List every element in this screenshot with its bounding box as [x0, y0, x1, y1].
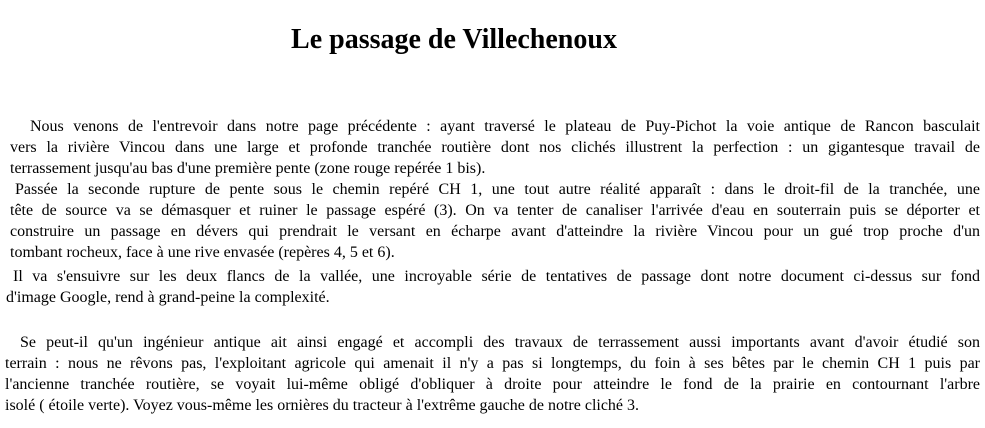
paragraph-line: d'image Google, rend à grand-peine la complexité. — [6, 289, 330, 306]
paragraph-line: tombant rocheux, face à une rive envasée (repères 4, 5 et 6). — [10, 244, 395, 261]
paragraph-line: tête de source va se démasquer et ruiner le passage espéré (3). On va tenter de canaliser l'arrivée d'eau en souterrain puis se déporter et — [10, 202, 980, 219]
paragraph-line: l'ancienne tranchée routière, se voyait lui-même obligé d'obliquer à droite pour atteindre le fond de la prairie en contournant l'arbre — [5, 376, 980, 393]
paragraph-engineer — [5, 332, 980, 416]
paragraph-line: isolé ( étoile verte). Voyez vous-même les ornières du tracteur à l'extrême gauche de notre cliché 3. — [5, 397, 640, 414]
paragraph-line: construire un passage en dévers qui prendrait le versant en écharpe avant d'atteindre la rivière Vincou pour un gué trop proche d'un — [10, 223, 980, 240]
page-title: Le passage de Villechenoux — [291, 24, 617, 55]
paragraph-line: Il va s'ensuivre sur les deux flancs de la vallée, une incroyable série de tentatives de passage dont notre document ci-dessus sur fond — [13, 268, 980, 285]
paragraph-line: vers la rivière Vincou dans une large et profonde tranchée routière dont nos clichés illustrent la perfection : un gigantesque travail de — [10, 139, 980, 156]
paragraph-line: Se peut-il qu'un ingénieur antique ait ainsi engagé et accompli des travaux de terrassement aussi importants avant d'avoir étudié son — [20, 334, 980, 351]
paragraph-intro — [10, 116, 980, 179]
paragraph-attempts — [6, 266, 980, 308]
paragraph-line: terrassement jusqu'au bas d'une première pente (zone rouge repérée 1 bis). — [10, 160, 486, 177]
paragraph-spring — [10, 179, 980, 263]
paragraph-line: terrain : nous ne rêvons pas, l'exploitant agricole qui amenait il n'y a pas si longtemps, du foin à ses bêtes par le chemin CH 1 puis par — [5, 355, 980, 372]
paragraph-line: Nous venons de l'entrevoir dans notre page précédente : ayant traversé le plateau de Puy-Pichot la voie antique de Rancon basculait — [30, 118, 980, 135]
paragraph-line: Passée la seconde rupture de pente sous le chemin repéré CH 1, une tout autre réalité apparaît : dans le droit-fil de la tranchée, une — [15, 181, 980, 198]
